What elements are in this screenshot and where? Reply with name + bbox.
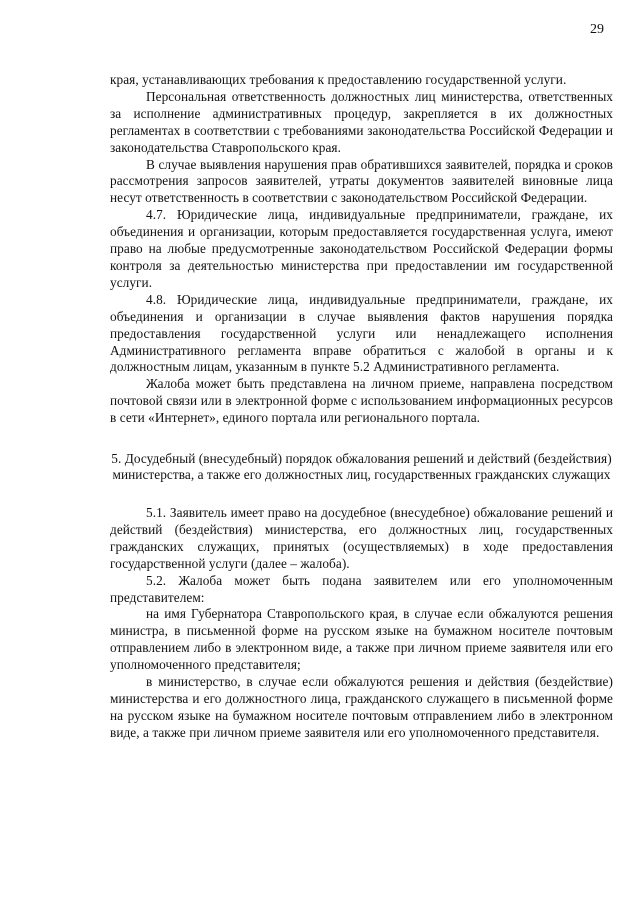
paragraph-continuation: края, устанавливающих требования к предоставлению государственной услуги. [110,72,567,87]
paragraph-personal-responsibility: Персональная ответственность должностных лиц министерства, ответственных за исполнение административных процедур, закрепляется в их должностных регламентах в соответствии с требованиями законодательства Российской Федерации и законодательства Ставропольского края. [110,88,613,155]
paragraph-violation-case: В случае выявления нарушения прав обратившихся заявителей, порядка и сроков рассмотрения запросов заявителей, утраты документов заявителей виновные лица несут ответственность в соответствии с законодательством Российской Федерации. [110,156,613,206]
paragraph-ministry: в министерство, в случае если обжалуются решения и действия (бездействие) министерства и его должностного лица, гражданского служащего в письменной форме на русском языке на бумажном носителе почтовым отправлением либо в электронном виде, а также при личном приеме заявителя или его уполномоченного представителя. [110,674,613,740]
paragraph-governor: на имя Губернатора Ставропольского края, в случае если обжалуются решения министра, в письменной форме на русском языке на бумажном носителе почтовым отправлением либо в электронном виде, а также при личном приеме заявителя или его уполномоченного представителя; [110,606,613,673]
document-body [110,72,613,742]
paragraph-4-7: 4.7. Юридические лица, индивидуальные предприниматели, граждане, их объединения и организации, которым предоставляется государственная услуга, имеют право на любые предусмотренные законодательством Российской Федерации формы контроля за деятельностью министерства при предоставлении им государственной услуги. [110,207,613,290]
paragraph-5-1: 5.1. Заявитель имеет право на досудебное (внесудебное) обжалование решений и действий (бездействия) министерства, его должностных лиц, государственных гражданских служащих, принятых (осуществляемых) в ходе предоставления государственной услуги (далее – жалоба). [110,505,613,571]
section-5-heading: 5. Досудебный (внесудебный) порядок обжалования решений и действий (бездействия) министерства, а также его должностных лиц, государственных гражданских служащих [111,451,612,483]
page-number: 29 [590,22,604,37]
paragraph-complaint-submission: Жалоба может быть представлена на личном приеме, направлена посредством почтовой связи или в электронной форме с использованием информационных ресурсов в сети «Интернет», единого портала или регионального портала. [110,376,613,426]
paragraph-5-2: 5.2. Жалоба может быть подана заявителем или его уполномоченным представителем: [110,572,613,605]
paragraph-4-8: 4.8. Юридические лица, индивидуальные предприниматели, граждане, их объединения и организации в случае выявления фактов нарушения порядка предоставления государственной услуги или ненадлежащего исполнения Административного регламента вправе обратиться с жалобой в органы и к должностным лицам, указанным в пункте 5.2 Административного регламента. [110,291,613,375]
